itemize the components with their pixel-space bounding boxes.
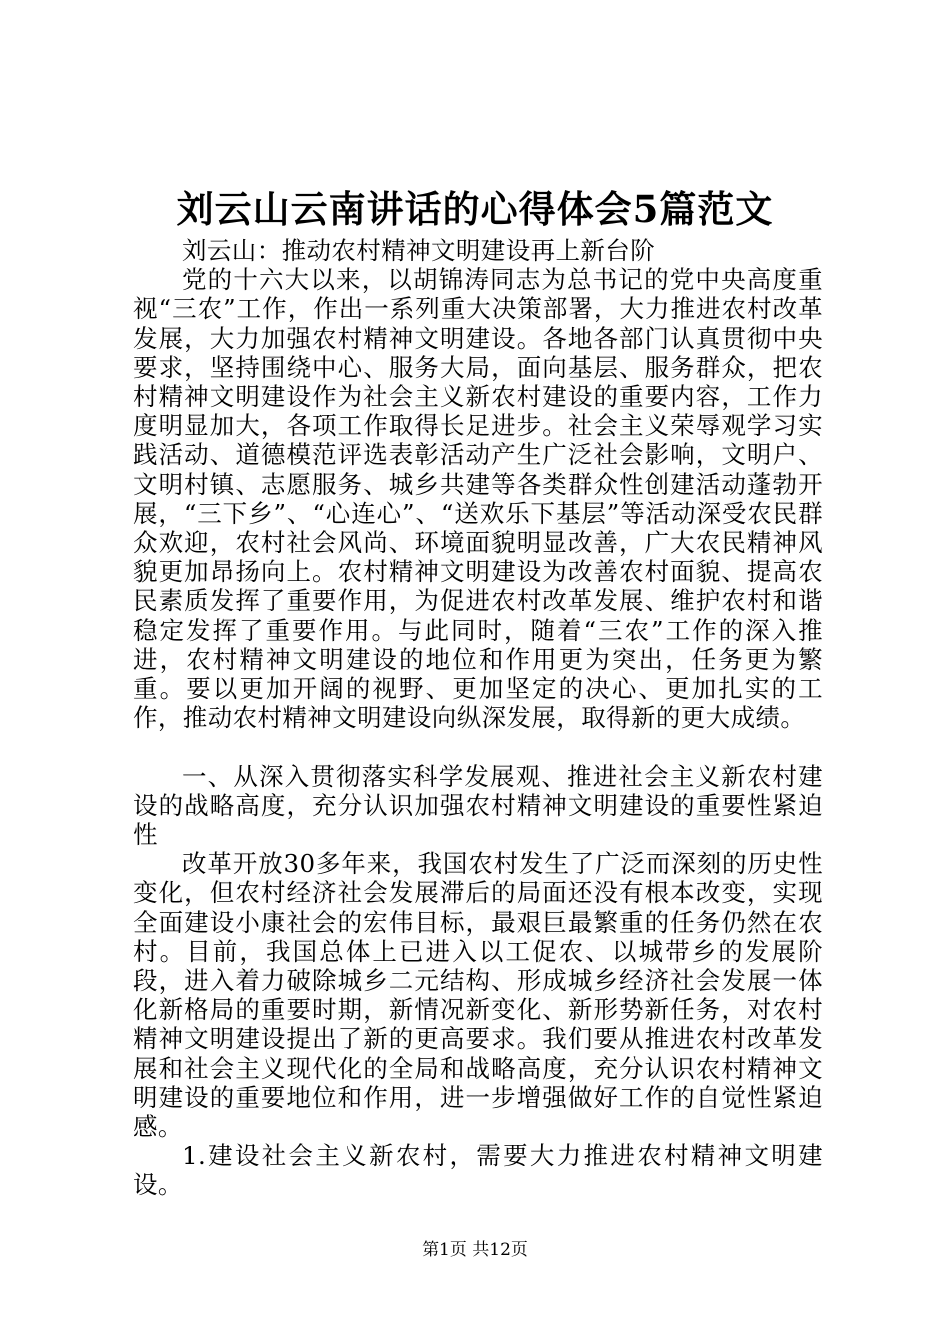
document-subtitle: 刘云山：推动农村精神文明建设再上新台阶: [182, 236, 656, 265]
document-body: [133, 236, 823, 1200]
paragraph-section-1: 改革开放30多年来，我国农村发生了广泛而深刻的历史性变化，但农村经济社会发展滞后的局面还没有根本改变，实现全面建设小康社会的宏伟目标，最艰巨最繁重的任务仍然在农村。目前，我国总体上已进入以工促农、以城带乡的发展阶段，进入着力破除城乡二元结构、形成城乡经济社会发展一体化新格局的重要时期，新情况新变化、新形势新任务，对农村精神文明建设提出了新的更高要求。我们要从推进农村改革发展和社会主义现代化的全局和战略高度，充分认识农村精神文明建设的重要地位和作用，进一步增强做好工作的自觉性紧迫感。: [133, 849, 823, 1142]
section-heading-1: 一、从深入贯彻落实科学发展观、推进社会主义新农村建设的战略高度，充分认识加强农村精神文明建设的重要性紧迫性: [133, 761, 823, 850]
document-title: 刘云山云南讲话的心得体会5篇范文: [176, 187, 774, 231]
paragraph-intro: 党的十六大以来，以胡锦涛同志为总书记的党中央高度重视“三农”工作，作出一系列重大决策部署，大力推进农村改革发展，大力加强农村精神文明建设。各地各部门认真贯彻中央要求，坚持围绕中心、服务大局，面向基层、服务群众，把农村精神文明建设作为社会主义新农村建设的重要内容，工作力度明显加大，各项工作取得长足进步。社会主义荣辱观学习实践活动、道德模范评选表彰活动产生广泛社会影响，文明户、文明村镇、志愿服务、城乡共建等各类群众性创建活动蓬勃开展，“三下乡”、“心连心”、“送欢乐下基层”等活动深受农民群众欢迎，农村社会风尚、环境面貌明显改善，广大农民精神风貌更加昂扬向上。农村精神文明建设为改善农村面貌、提高农民素质发挥了重要作用，为促进农村改革发展、维护农村和谐稳定发挥了重要作用。与此同时，随着“三农”工作的深入推进，农村精神文明建设的地位和作用更为突出，任务更为繁重。要以更加开阔的视野、更加坚定的决心、更加扎实的工作，推动农村精神文明建设向纵深发展，取得新的更大成绩。: [133, 265, 823, 733]
page-footer: 第1页 共12页: [422, 1240, 528, 1260]
paragraph-point-1: 1.建设社会主义新农村，需要大力推进农村精神文明建设。: [133, 1141, 823, 1200]
